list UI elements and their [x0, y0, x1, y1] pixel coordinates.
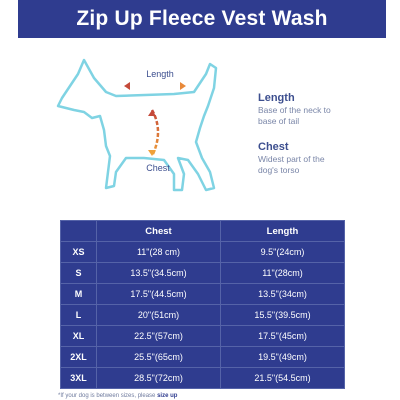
table-row — [61, 347, 345, 368]
size-cell: S — [61, 263, 97, 284]
length-cell: 9.5"(24cm) — [221, 242, 345, 263]
size-cell: 3XL — [61, 368, 97, 389]
table-row — [61, 305, 345, 326]
length-cell: 17.5"(45cm) — [221, 326, 345, 347]
chest-cell: 20"(51cm) — [97, 305, 221, 326]
footnote-text: *If your dog is between sizes, please — [58, 393, 156, 399]
chest-cell: 13.5"(34.5cm) — [97, 263, 221, 284]
legend-chest-desc-2: dog's torso — [258, 165, 300, 175]
length-cell: 21.5"(54.5cm) — [221, 368, 345, 389]
length-cell: 19.5"(49cm) — [221, 347, 345, 368]
legend-chest-desc-1: Widest part of the — [258, 154, 325, 164]
chest-cell: 28.5"(72cm) — [97, 368, 221, 389]
footnote-emphasis: size up — [157, 393, 178, 399]
legend-length-term: Length — [258, 92, 295, 104]
size-cell: XL — [61, 326, 97, 347]
length-label: Length — [146, 69, 174, 79]
header-size — [61, 221, 97, 242]
length-cell: 13.5"(34cm) — [221, 284, 345, 305]
header-length: Length — [221, 221, 345, 242]
legend-chest-term: Chest — [258, 141, 289, 153]
size-footnote — [58, 393, 177, 399]
dog-diagram-svg — [48, 54, 238, 204]
length-cell: 15.5"(39.5cm) — [221, 305, 345, 326]
size-cell: M — [61, 284, 97, 305]
header-chest: Chest — [97, 221, 221, 242]
chest-arrow — [148, 110, 158, 156]
page-title: Zip Up Fleece Vest Wash — [76, 7, 328, 30]
size-cell: L — [61, 305, 97, 326]
legend-length — [258, 92, 388, 126]
legend-chest — [258, 141, 388, 175]
table-row — [61, 368, 345, 389]
dog-outline — [58, 60, 216, 190]
legend-length-desc-2: base of tail — [258, 116, 300, 126]
chest-cell: 17.5"(44.5cm) — [97, 284, 221, 305]
legend-length-desc-1: Base of the neck to — [258, 105, 331, 115]
chest-cell: 25.5"(65cm) — [97, 347, 221, 368]
table-row — [61, 284, 345, 305]
table-row — [61, 326, 345, 347]
title-banner — [18, 0, 386, 38]
size-cell: XS — [61, 242, 97, 263]
chest-cell: 22.5"(57cm) — [97, 326, 221, 347]
table-header-row — [61, 221, 345, 242]
measurement-legend — [258, 92, 388, 175]
length-arrow — [124, 82, 186, 90]
chest-label: Chest — [146, 163, 170, 173]
table-row — [61, 263, 345, 284]
dog-measurement-diagram — [48, 54, 238, 204]
size-chart-table — [60, 220, 345, 389]
size-cell: 2XL — [61, 347, 97, 368]
length-cell: 11"(28cm) — [221, 263, 345, 284]
chest-cell: 11"(28 cm) — [97, 242, 221, 263]
table-row — [61, 242, 345, 263]
